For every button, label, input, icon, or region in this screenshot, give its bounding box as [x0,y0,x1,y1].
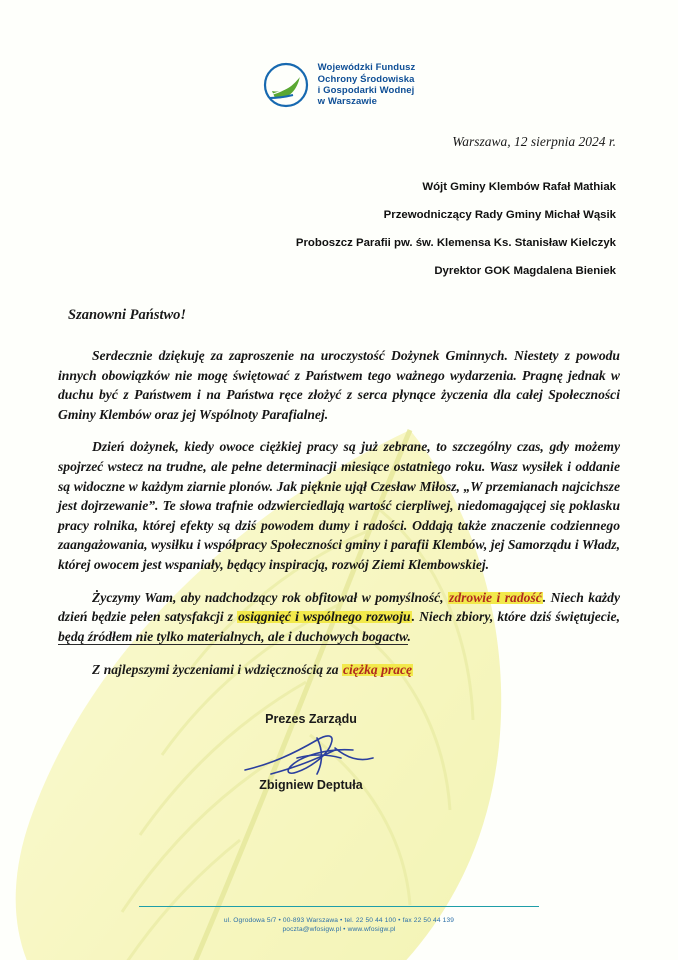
footer [0,906,678,934]
logo-line-2: Ochrony Środowiska [317,73,415,85]
signer-name: Zbigniew Deptuła [259,778,363,793]
addressee-list [58,180,620,279]
footer-contact: poczta@wfosigw.pl • www.wfosigw.pl [282,926,396,933]
footer-divider [139,906,539,907]
letter-body [58,346,620,678]
logo-line-3: i Gospodarki Wodnej [317,85,415,96]
addressee-item: Przewodniczący Rady Gminy Michał Wąsik [383,209,616,221]
salutation: Szanowni Państwo! [68,307,187,323]
p3-text-b: . Niech każdy dzień będzie pełen satysfakcji z [58,589,620,625]
addressee-item: Wójt Gminy Klembów Rafał Mathiak [422,181,616,193]
signature-block [58,712,620,792]
closing-text: Z najlepszymi życzeniami i wdzięcznością za [92,662,342,678]
closing-line [58,662,620,678]
logo-line-4: w Warszawie [317,96,378,108]
p3-text-d: . [407,628,411,644]
paragraph-1: Serdecznie dziękuję za zaproszenie na uroczystość Dożynek Gminnych. Niestety z powodu innych obowiązków nie mogę świętować z Państwem tego ważnego wydarzenia. Pragnę jednak w duchu być z Państwem i na Państwa ręce złożyć z serca płynące życzenia dla całej Społeczności Gminy Klembów oraz jej Wspólnoty Parafialnej. [58,348,620,422]
date-line: Warszawa, 12 sierpnia 2024 r. [452,134,616,149]
p3-highlight-3: będą źródłem nie tylko materialnych, ale i duchowych bogactw [58,628,408,644]
logo-org-text [318,62,416,108]
footer-address: ul. Ogrodowa 5/7 • 00-893 Warszawa • tel. 22 50 44 100 • fax 22 50 44 139 [223,917,455,924]
p3-highlight-2: osiągnięć i wspólnego rozwoju [238,609,411,625]
paragraph-3 [58,588,620,647]
addressee-item: Dyrektor GOK Magdalena Bieniek [434,265,616,277]
p3-text-c: . Niech zbiory, które dziś świętujecie, [411,609,620,625]
p3-highlight-1: zdrowie i radość [449,589,542,605]
signature-title: Prezes Zarządu [265,712,357,727]
addressee-item: Proboszcz Parafii pw. św. Klemensa Ks. Stanisław Kielczyk [295,237,616,249]
p3-text-a: Życzymy Wam, aby nadchodzący rok obfitował w pomyślność, [92,589,449,605]
handwritten-signature [58,728,564,784]
closing-highlight: ciężką pracę [342,662,413,678]
letterhead [58,0,620,108]
paragraph-2: Dzień dożynek, kiedy owoce ciężkiej pracy są już zebrane, to szczególny czas, gdy możemy spojrzeć wstecz na trudne, ale pełne determinacji miesiące ostatniego roku. Wasz wysiłek i oddanie są widoczne w każdym ziarnie plonów. Jak pięknie ujął Czesław Miłosz, „W przemianach najcichsze jest dojrzewanie”. Te słowa trafnie odzwierciedlają wartość cierpliwej, niedomagającej się poklasku pracy rolnika, której efekty są dziś powodem dumy i radości. Oddają także znaczenie codziennego zaangażowania, wysiłku i współpracy Społeczności gminy i parafii Klembów, jej Samorządu i Władz, której owocem jest wspaniały, będący inspiracją, rozwój Ziemi Klembowskiej. [58,439,620,572]
wfosigw-logo-icon [263,62,309,108]
logo-line-1: Wojewódzki Fundusz [317,62,416,74]
